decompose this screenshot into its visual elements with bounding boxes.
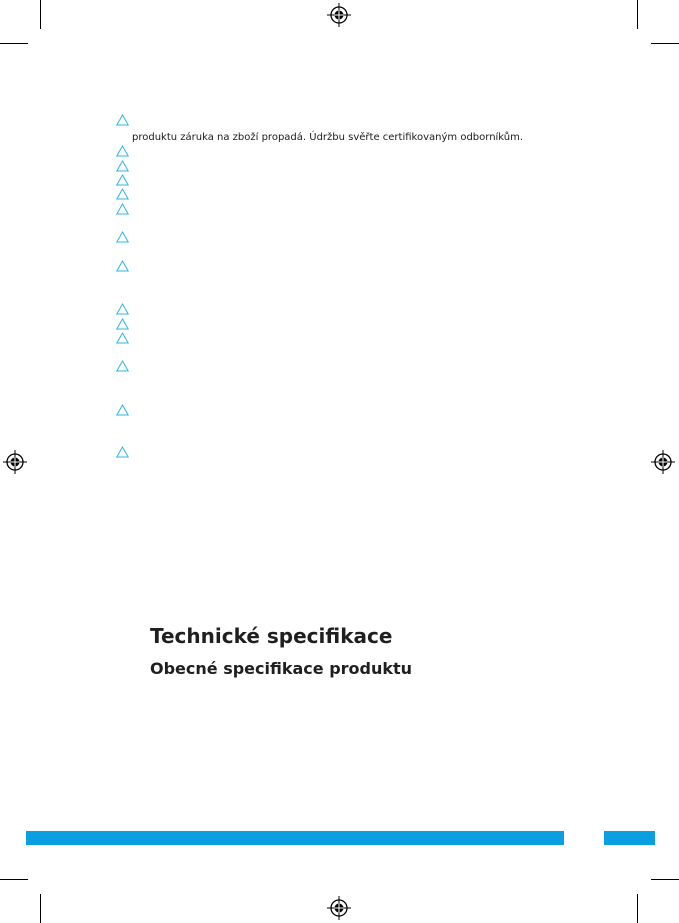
- crop-mark-top-right-vertical: [637, 0, 638, 29]
- page-number-tab: [566, 831, 604, 845]
- warning-triangle-icon: [116, 174, 129, 186]
- warning-triangle-icon: [116, 114, 129, 126]
- section-title: Technické specifikace: [150, 624, 393, 648]
- footer-accent-bar: [26, 831, 564, 845]
- crop-mark-bottom-left-vertical: [40, 894, 41, 923]
- registration-mark-icon: [327, 3, 351, 27]
- warning-triangle-icon: [116, 303, 129, 315]
- crop-mark-top-left-vertical: [40, 0, 41, 29]
- warning-triangle-icon: [116, 318, 129, 330]
- warning-triangle-icon: [116, 188, 129, 200]
- warning-triangle-icon: [116, 360, 129, 372]
- crop-mark-top-right-horizontal: [651, 43, 679, 44]
- warning-triangle-icon: [116, 203, 129, 215]
- crop-mark-bottom-left-horizontal: [0, 879, 28, 880]
- section-subtitle: Obecné specifikace produktu: [150, 659, 413, 678]
- registration-mark-icon: [3, 450, 27, 474]
- warning-triangle-icon: [116, 145, 129, 157]
- registration-mark-icon: [651, 450, 675, 474]
- warning-triangle-icon: [116, 231, 129, 243]
- crop-mark-bottom-right-horizontal: [651, 879, 679, 880]
- warning-triangle-icon: [116, 160, 129, 172]
- registration-mark-icon: [327, 896, 351, 920]
- warning-triangle-icon: [116, 260, 129, 272]
- footer-accent-bar-right: [604, 831, 655, 845]
- warning-triangle-icon: [116, 404, 129, 416]
- warning-continuation-text: produktu záruka na zboží propadá. Údržbu svěřte certifikovaným odborníkům.: [132, 132, 524, 143]
- warning-triangle-icon: [116, 332, 129, 344]
- crop-mark-top-left-horizontal: [0, 43, 28, 44]
- warning-triangle-icon: [116, 446, 129, 458]
- crop-mark-bottom-right-vertical: [637, 894, 638, 923]
